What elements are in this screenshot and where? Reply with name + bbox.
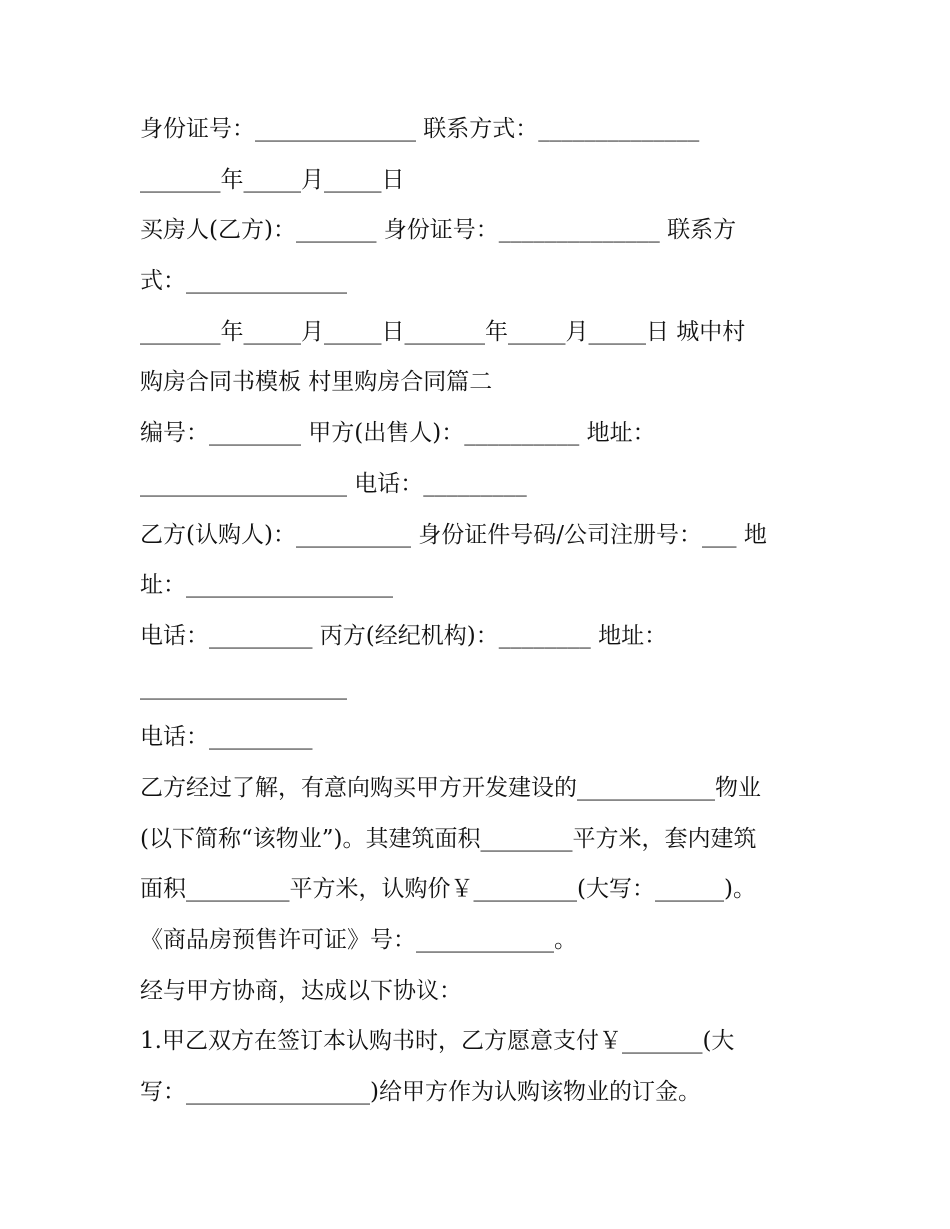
clause-1-line-2: 写：________________)给甲方作为认购该物业的订金。	[140, 1079, 701, 1106]
section-title: 购房合同书模板 村里购房合同篇二	[140, 369, 493, 396]
text-line-party-b-address: 址：__________________	[140, 572, 393, 599]
text-line-number-party-a: 编号：________ 甲方(出售人)：__________ 地址：	[140, 420, 656, 447]
text-line-party-b: 乙方(认购人)：__________ 身份证件号码/公司注册号：___ 地	[140, 521, 767, 548]
text-line-agreement: 经与甲方协商，达成以下协议：	[140, 977, 462, 1004]
text-line-seller-id-contact: 身份证号：______________ 联系方式：______________	[140, 116, 700, 142]
text-line-party-c-phone: 电话：_________	[140, 724, 313, 751]
clause-1-line-1: 1.甲乙双方在签订本认购书时，乙方愿意支付￥_______(大	[140, 1028, 735, 1055]
text-line-permit: 《商品房预售许可证》号：____________。	[140, 927, 577, 953]
text-line-party-a-phone: __________________ 电话：_________	[140, 470, 527, 497]
text-line-price: 面积_________平方米，认购价￥_________(大写：______)。	[140, 876, 756, 903]
text-line-party-c: 电话：_________ 丙方(经纪机构)：________ 地址：	[140, 622, 668, 649]
text-line-seller-date: _______年_____月_____日	[140, 166, 405, 193]
text-line-buyer-contact: 式：______________	[140, 268, 347, 295]
contract-body	[140, 104, 820, 1118]
text-line-intent: 乙方经过了解，有意向购买甲方开发建设的____________物业	[140, 774, 761, 801]
text-line-buyer-party: 买房人(乙方)：_______ 身份证号：______________ 联系方	[140, 217, 737, 244]
text-line-buyer-dates: _______年_____月_____日_______年_____月_____日 城中村	[140, 318, 746, 345]
text-line-party-c-address: __________________	[140, 673, 347, 700]
text-line-area: (以下简称“该物业”)。其建筑面积________平方米，套内建筑	[140, 825, 757, 852]
